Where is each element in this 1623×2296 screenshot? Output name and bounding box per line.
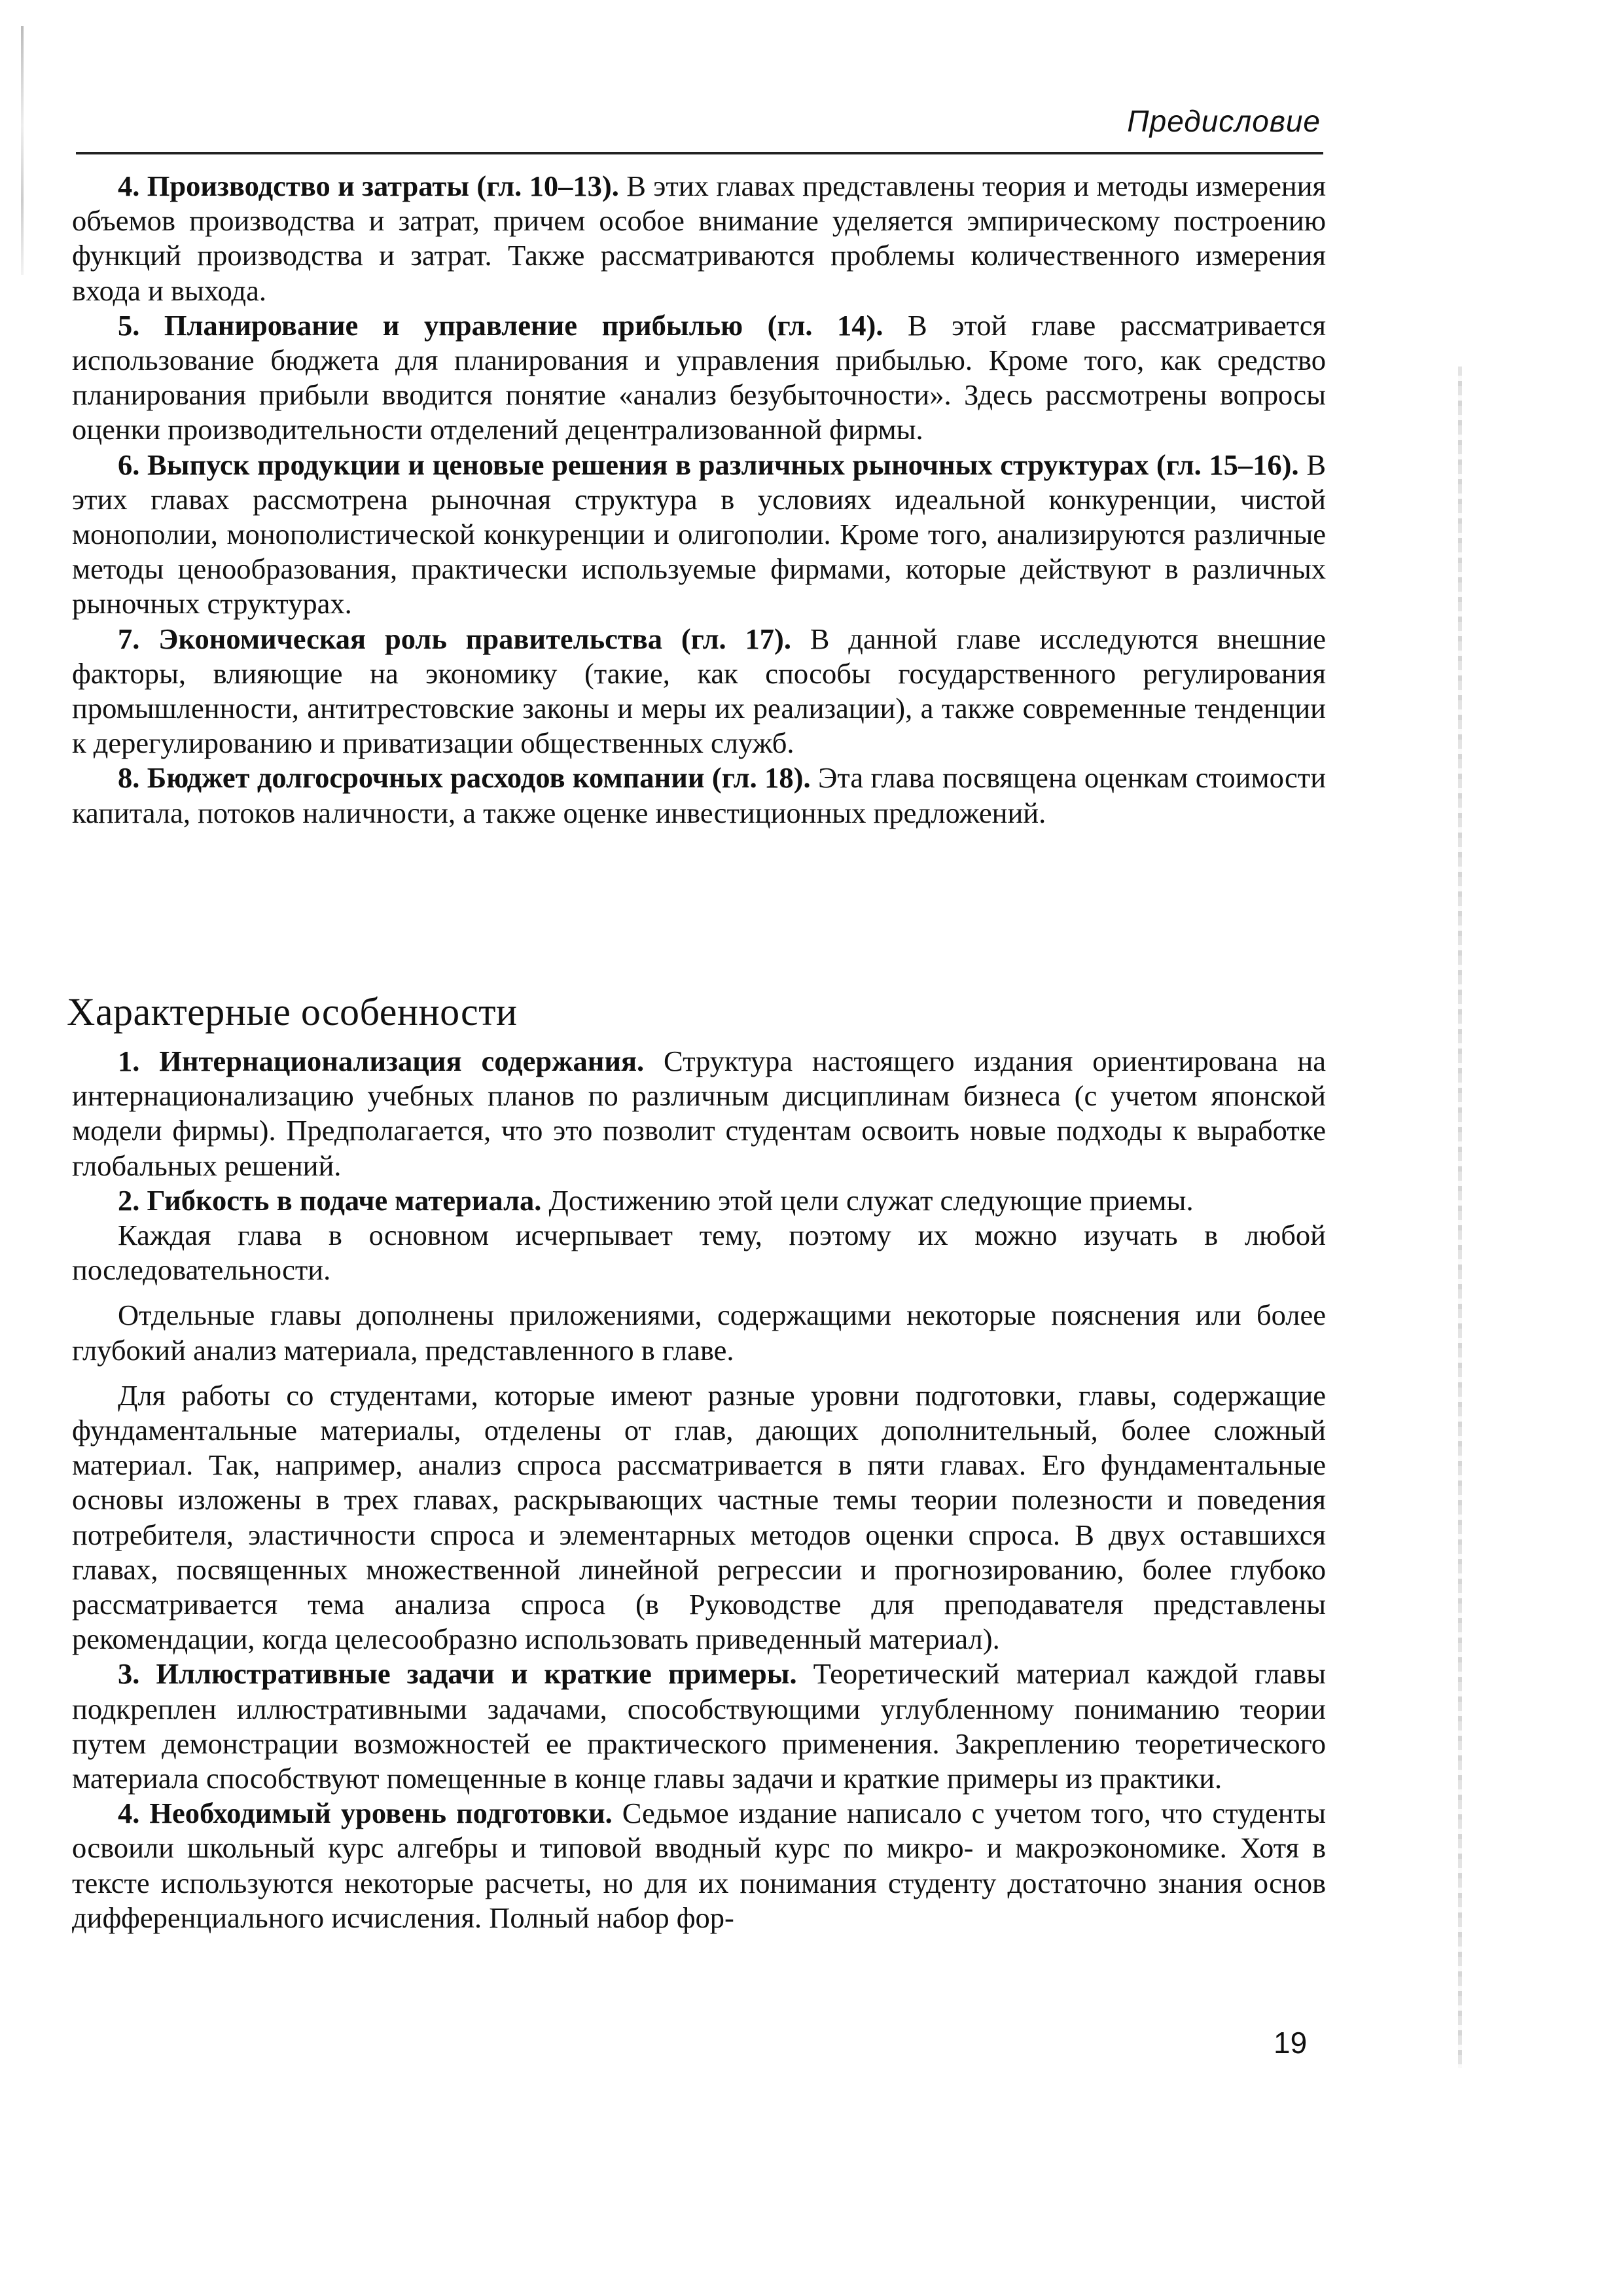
paragraph-gap (72, 1287, 1326, 1298)
paragraph-gap (72, 1368, 1326, 1378)
scan-edge-right (1458, 367, 1462, 2068)
chapter-item-7 (72, 622, 1326, 761)
chapter-item-text: В этой главе рассматривается использование бюджета для планирования и управления прибылью. Кроме того, как средство планирования прибыли вводится понятие «анализ безубыточности». Здесь рассмотрены вопросы оценки производительности отделений децентрализованной фирмы. (72, 308, 1327, 446)
feature-paragraph (72, 1298, 1326, 1367)
feature-paragraph (72, 1218, 1326, 1287)
feature-item-2 (72, 1183, 1326, 1218)
section-heading: Характерные особенности (67, 990, 518, 1033)
chapter-item-lead: 8. Бюджет долгосрочных расходов компании (гл. 18). (118, 761, 811, 795)
chapter-item-lead: 6. Выпуск продукции и ценовые решения в различных рыночных структурах (гл. 15–16). (118, 448, 1299, 481)
feature-item-text: Достижению этой цели служат следующие приемы. (541, 1183, 1194, 1217)
feature-item-lead: 3. Иллюстративные задачи и краткие примеры. (118, 1657, 797, 1691)
feature-item-text: Структура настоящего издания ориентирована на интернационализацию учебных планов по различным дисциплинам бизнеса (с учетом японской модели фирмы). Предполагается, что это позволит студентам освоить новые подходы к выработке глобальных решений. (72, 1045, 1326, 1182)
feature-item-lead: 4. Необходимый уровень подготовки. (118, 1797, 613, 1830)
running-head (76, 98, 1323, 154)
chapter-item-text: Эта глава посвящена оценкам стоимости капитала, потоков наличности, а также оценке инвестиционных предложений. (72, 761, 1327, 829)
feature-item-text: Теоретический материал каждой главы подкреплен иллюстративными задачами, способствующими углубленному пониманию теории путем демонстрации возможностей ее практического применения. Закреплению теоретического материала способствуют помещенные в конце главы задачи и краткие примеры из практики. (72, 1657, 1326, 1795)
running-title: Предисловие (1127, 104, 1321, 138)
page-number: 19 (1274, 2026, 1308, 2060)
feature-paragraph-text: Отдельные главы дополнены приложениями, содержащими некоторые пояснения или более глубокий анализ материала, представленного в главе. (72, 1299, 1326, 1367)
feature-item-lead: 1. Интернационализация содержания. (118, 1045, 645, 1077)
chapter-item-lead: 5. Планирование и управление прибылью (гл. 14). (118, 308, 883, 342)
feature-paragraph-text: Для работы со студентами, которые имеют разные уровни подготовки, главы, содержащие фундаментальные материалы, отделены от глав, дающих дополнительный, более сложный материал. Так, например, анализ спроса рассматривается в пяти главах. Его фундаментальные основы изложены в трех главах, раскрывающих частные темы теории полезности и поведения потребителя, эластичности спроса и элементарных методов оценки спроса. В двух оставшихся главах, посвященных множественной линейной регрессии и прогнозированию, более глубоко рассматривается тема анализа спроса (в Руководстве для преподавателя представлены рекомендации, когда целесообразно использовать приведенный материал). (72, 1378, 1326, 1656)
chapters-list (72, 169, 1326, 831)
chapter-item-5 (72, 308, 1326, 448)
feature-item-1 (72, 1044, 1326, 1183)
chapter-item-6 (72, 448, 1326, 622)
feature-paragraph-text: Каждая глава в основном исчерпывает тему, поэтому их можно изучать в любой последовательности. (72, 1219, 1326, 1287)
features-list (72, 1044, 1326, 1935)
feature-item-lead: 2. Гибкость в подаче материала. (118, 1183, 542, 1217)
feature-item-4 (72, 1796, 1326, 1935)
feature-item-text: Седьмое издание написало с учетом того, что студенты освоили школьный курс алгебры и типовой вводный курс по микро- и макроэкономике. Хотя в тексте используются некоторые расчеты, но для их понимания студенту достаточно знания основ дифференциального исчисления. Полный набор фор- (72, 1797, 1326, 1934)
feature-item-3 (72, 1657, 1326, 1796)
feature-paragraph (72, 1378, 1326, 1657)
chapter-item-lead: 4. Производство и затраты (гл. 10–13). (118, 170, 619, 202)
chapter-item-4 (72, 169, 1326, 308)
chapter-item-text: В данной главе исследуются внешние факторы, влияющие на экономику (такие, как способы государственного регулирования промышленности, антитрестовские законы и меры их реализации), а также современные тенденции к дерегулированию и приватизации общественных служб. (72, 622, 1327, 760)
chapter-item-8 (72, 761, 1326, 830)
chapter-item-lead: 7. Экономическая роль правительства (гл. 17). (118, 622, 791, 655)
scan-edge-left (21, 26, 24, 275)
chapter-item-text: В этих главах рассмотрена рыночная структура в условиях идеальной конкуренции, чистой монополии, монополистической конкуренции и олигополии. Кроме того, анализируются различные методы ценообразования, практически используемые фирмами, которые действуют в различных рыночных структурах. (72, 448, 1327, 620)
chapter-item-text: В этих главах представлены теория и методы измерения объемов производства и затрат, причем особое внимание уделяется эмпирическому построению функций производства и затрат. Также рассматриваются проблемы количественного измерения входа и выхода. (72, 170, 1326, 307)
